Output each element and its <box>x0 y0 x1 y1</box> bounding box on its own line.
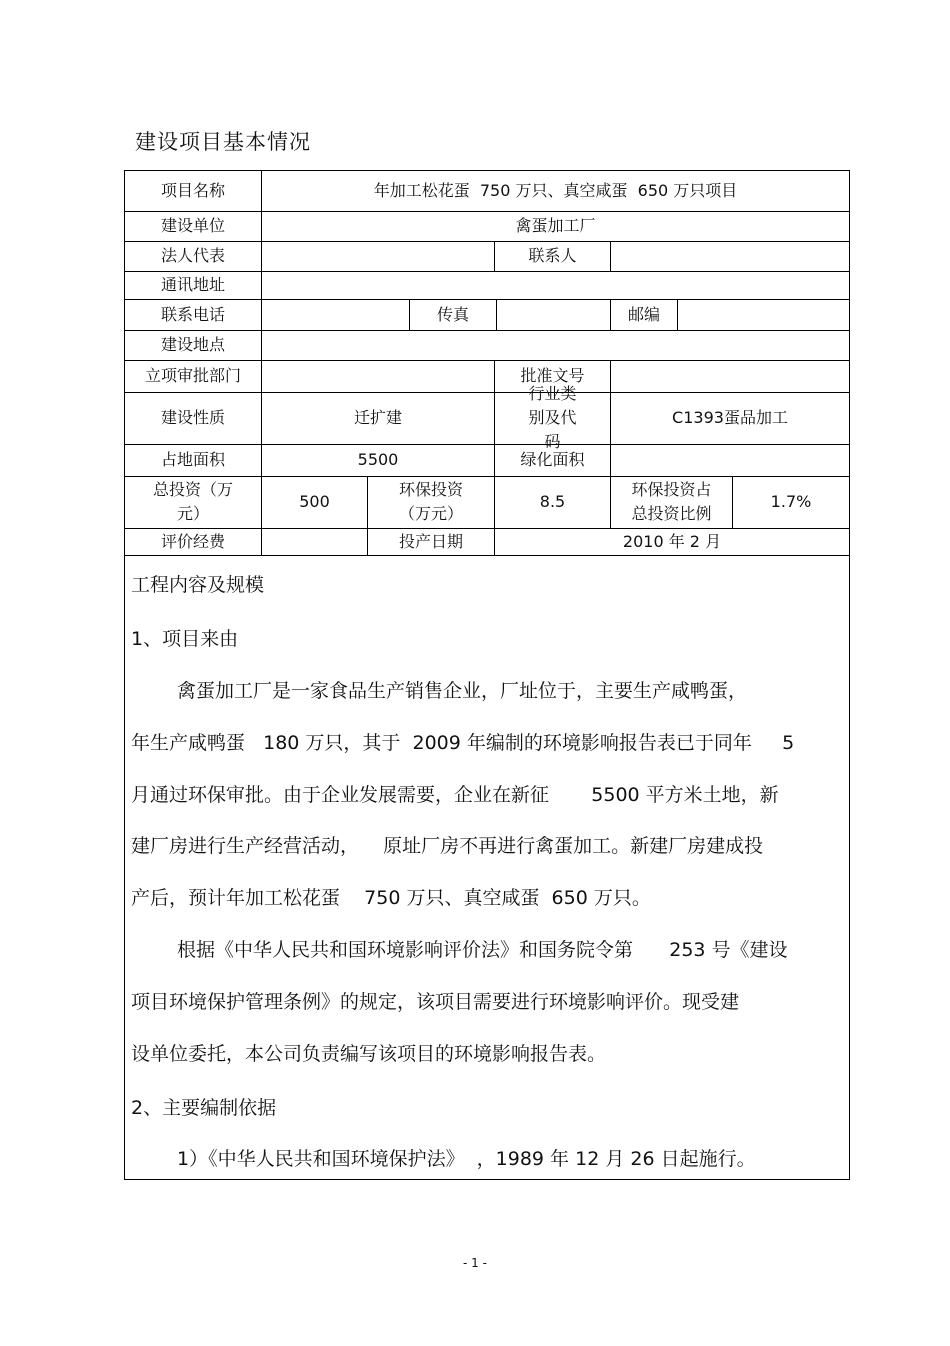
area-value: 5500 <box>357 450 399 469</box>
nature-label: 建设性质 <box>160 408 225 427</box>
phone-label: 联系电话 <box>160 304 225 324</box>
legal-rep-value <box>262 241 494 271</box>
start-date-label: 投产日期 <box>398 531 463 551</box>
project-name-label: 项目名称 <box>160 181 225 200</box>
builder-label: 建设单位 <box>160 216 225 235</box>
eval-fee-value <box>262 528 367 555</box>
paragraph-line: 禽蛋加工厂是一家食品生产销售企业，厂址位于，主要生产咸鸭蛋， <box>177 680 748 702</box>
total-invest-value: 500 <box>299 492 330 511</box>
approval-no-value <box>611 360 849 392</box>
nature-value: 迁扩建 <box>353 408 402 427</box>
paragraph-line: 设单位委托，本公司负责编写该项目的环境影响报告表。 <box>131 1043 607 1065</box>
approval-no-label: 批准文号 <box>520 366 585 385</box>
paragraph-line: 项目环境保护管理条例》的规定，该项目需要进行环境影响评价。现受建 <box>131 991 740 1013</box>
page-title: 建设项目基本情况 <box>135 130 311 154</box>
postcode-label: 邮编 <box>627 304 660 324</box>
area-label: 占地面积 <box>160 450 225 469</box>
env-invest-label: 环保投资（万元） <box>398 480 463 523</box>
address-label: 通讯地址 <box>160 275 225 294</box>
site-value <box>262 330 849 360</box>
project-info-table <box>124 170 850 1180</box>
paragraph-line: 年生产咸鸭蛋 180 万只，其于 2009 年编制的环境影响报告表已于同年 5 <box>131 732 795 754</box>
postcode-value <box>678 299 849 330</box>
paragraph-line: 根据《中华人民共和国环境影响评价法》和国务院令第 253 号《建设 <box>177 939 788 961</box>
eval-fee-label: 评价经费 <box>160 531 225 551</box>
contact-label: 联系人 <box>528 246 577 265</box>
basis-item: 1）《中华人民共和国环境保护法》 ，1989 年 12 月 26 日起施行。 <box>177 1148 756 1170</box>
industry-label: 行业类别及代码 <box>528 384 577 451</box>
site-label: 建设地点 <box>160 335 225 354</box>
subsection-heading-basis: 2、主要编制依据 <box>131 1097 277 1119</box>
paragraph-line: 建厂房进行生产经营活动， 原址厂房不再进行禽蛋加工。新建厂房建成投 <box>131 835 764 857</box>
fax-value <box>497 299 610 330</box>
green-area-label: 绿化面积 <box>520 450 585 469</box>
green-area-value <box>611 444 849 476</box>
paragraph-line: 产后，预计年加工松花蛋 750 万只、真空咸蛋 650 万只。 <box>131 887 651 909</box>
approval-dept-value <box>262 360 494 392</box>
approval-dept-label: 立项审批部门 <box>144 366 241 385</box>
subsection-heading-origin: 1、项目来由 <box>131 628 239 650</box>
project-name-value: 年加工松花蛋 750 万只、真空咸蛋 650 万只项目 <box>373 181 738 200</box>
env-ratio-label: 环保投资占总投资比例 <box>631 480 712 523</box>
paragraph-line: 月通过环保审批。由于企业发展需要，企业在新征 5500 平方米土地，新 <box>131 784 779 806</box>
total-invest-label: 总投资（万元） <box>152 480 233 523</box>
phone-value <box>262 299 409 330</box>
address-value <box>262 271 849 299</box>
page-number: - 1 - <box>463 1256 487 1270</box>
contact-value <box>611 241 849 271</box>
builder-value: 禽蛋加工厂 <box>515 216 596 235</box>
legal-rep-label: 法人代表 <box>160 246 225 265</box>
start-date-value: 2010 年 2 月 <box>622 531 722 551</box>
env-invest-value: 8.5 <box>539 492 566 511</box>
fax-label: 传真 <box>436 304 469 324</box>
section-heading: 工程内容及规模 <box>131 574 265 596</box>
env-ratio-value: 1.7% <box>770 492 812 511</box>
industry-value: C1393蛋品加工 <box>672 408 788 427</box>
